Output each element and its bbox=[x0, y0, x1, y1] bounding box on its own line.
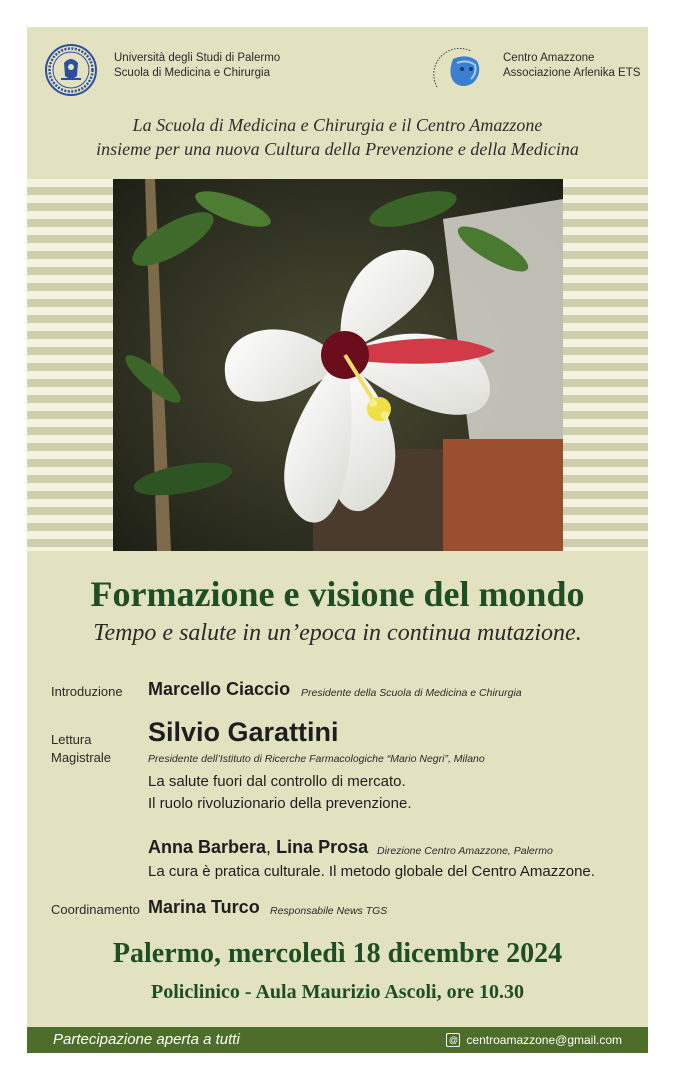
role-introduzione: Introduzione bbox=[51, 684, 123, 699]
speaker-lina-prosa: Lina Prosa bbox=[276, 837, 369, 857]
centro-amazzone-mask-icon bbox=[427, 39, 495, 107]
role-lettura-line2: Magistrale bbox=[51, 750, 111, 765]
centro-amazzone-name bbox=[503, 51, 640, 81]
event-poster bbox=[27, 27, 648, 1053]
event-subtitle: Tempo e salute in un’epoca in continua mutazione. bbox=[93, 620, 582, 646]
talk-direzione: La cura è pratica culturale. Il metodo globale del Centro Amazzone. bbox=[148, 863, 595, 880]
event-place: Policlinico - Aula Maurizio Ascoli, ore 10.30 bbox=[151, 981, 524, 1003]
email-icon: @ bbox=[446, 1033, 460, 1047]
talk-garattini-line1: La salute fuori dal controllo di mercato. bbox=[148, 773, 406, 790]
event-date: Palermo, mercoledì 18 dicembre 2024 bbox=[112, 938, 563, 969]
talk-garattini bbox=[148, 771, 411, 815]
role-lettura-line1: Lettura bbox=[51, 732, 92, 747]
hibiscus-photo bbox=[113, 179, 563, 551]
talk-garattini-line2: Il ruolo rivoluzionario della prevenzione. bbox=[148, 795, 412, 812]
centro-line1: Centro Amazzone bbox=[503, 52, 595, 64]
university-line1: Università degli Studi di Palermo bbox=[114, 52, 281, 64]
role-coordinamento: Coordinamento bbox=[51, 902, 140, 917]
speakers-direzione bbox=[148, 837, 368, 858]
centro-line2: Associazione Arlenika ETS bbox=[503, 67, 641, 79]
footer-contact bbox=[446, 1033, 622, 1047]
speaker-anna-barbera: Anna Barbera bbox=[148, 837, 267, 857]
footer-note: Partecipazione aperta a tutti bbox=[53, 1031, 240, 1048]
speaker-desc-turco: Responsabile News TGS bbox=[270, 905, 388, 917]
speaker-marcello-ciaccio: Marcello Ciaccio bbox=[148, 679, 291, 699]
speaker-marina-turco: Marina Turco bbox=[148, 897, 260, 917]
intro-text bbox=[27, 113, 648, 161]
speaker-desc-garattini: Presidente dell’Istituto di Ricerche Farmacologiche “Mario Negri”, Milano bbox=[148, 753, 485, 765]
university-name bbox=[114, 51, 280, 81]
university-line2: Scuola di Medicina e Chirurgia bbox=[114, 67, 270, 79]
university-seal-icon bbox=[44, 43, 98, 97]
intro-line1: La Scuola di Medicina e Chirurgia e il Centro Amazzone bbox=[132, 115, 543, 135]
footer-bar bbox=[27, 1027, 648, 1053]
speaker-silvio-garattini: Silvio Garattini bbox=[148, 717, 339, 747]
contact-email[interactable]: centroamazzone@gmail.com bbox=[466, 1033, 622, 1047]
speaker-desc-ciaccio: Presidente della Scuola di Medicina e Chirurgia bbox=[301, 687, 522, 699]
role-lettura-magistrale bbox=[51, 731, 111, 767]
event-title: Formazione e visione del mondo bbox=[90, 574, 585, 614]
speaker-separator: , bbox=[266, 837, 272, 857]
speaker-desc-direzione: Direzione Centro Amazzone, Palermo bbox=[377, 845, 553, 857]
intro-line2: insieme per una nuova Cultura della Prevenzione e della Medicina bbox=[96, 139, 579, 159]
